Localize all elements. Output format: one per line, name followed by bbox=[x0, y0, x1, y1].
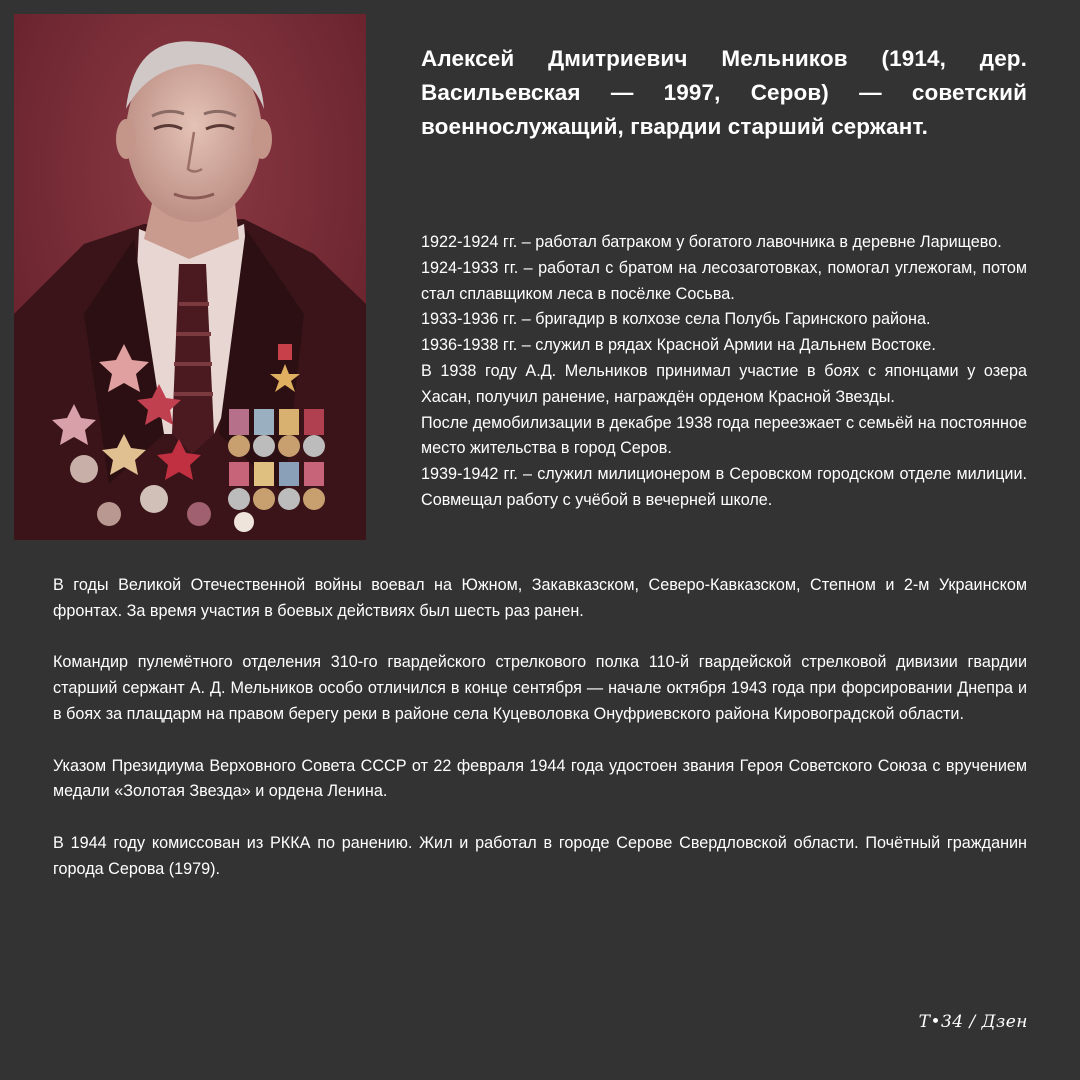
paragraph-after-war: В 1944 году комиссован из РККА по ранению. Жил и работал в городе Серове Свердловской области. Почётный гражданин города Серова (1979). bbox=[53, 833, 1027, 878]
paragraph-hero-award: Указом Президиума Верховного Совета СССР от 22 февраля 1944 года удостоен звания Героя Советского Союза с вручением медали «Золотая Звезда» и ордена Ленина. bbox=[53, 756, 1027, 801]
paragraph-war-fronts: В годы Великой Отечественной войны воевал на Южном, Закавказском, Северо-Кавказском, Степном и 2-м Украинском фронтах. За время участия в боевых действиях был шесть раз ранен. bbox=[53, 576, 1027, 620]
bio-entry: 1936-1938 гг. – служил в рядах Красной Армии на Дальнем Востоке. bbox=[421, 336, 936, 355]
left-ear bbox=[116, 119, 136, 159]
bio-timeline bbox=[421, 230, 1027, 514]
bio-entry: 1933-1936 гг. – бригадир в колхозе села Полубь Гаринского района. bbox=[421, 310, 931, 329]
bio-entry: 1939-1942 гг. – служил милиционером в Серовском городском отделе милиции. Совмещал работу с учёбой в вечерней школе. bbox=[421, 465, 1027, 509]
page-title: Алексей Дмитриевич Мельников (1914, дер. Васильевская — 1997, Серов) — советский военнослужащий, гвардии старший сержант. bbox=[421, 46, 1027, 139]
paragraph-dnieper: Командир пулемётного отделения 310-го гвардейского стрелкового полка 110-й гвардейской стрелковой дивизии гвардии старший сержант А. Д. Мельников особо отличился в конце сентября — начале октября 1943 года при форсировании Днепра и в боях за плацдарм на правом берегу реки в районе села Куцеволовка Онуфриевского района Кировоградской области. bbox=[53, 653, 1027, 723]
bio-entry: 1924-1933 гг. – работал с братом на лесозаготовках, помогал углежогам, потом стал сплавщиком леса в посёлке Сосьва. bbox=[421, 258, 1027, 303]
main-text bbox=[53, 573, 1027, 908]
source-watermark: Т•34 / Дзен bbox=[918, 1012, 1028, 1032]
bio-entry: 1922-1924 гг. – работал батраком у богатого лавочника в деревне Ларищево. bbox=[421, 233, 1002, 251]
bio-entry: После демобилизации в декабре 1938 года переезжает с семьёй на постоянное место жительства в город Серов. bbox=[421, 413, 1027, 458]
right-ear bbox=[252, 119, 272, 159]
bio-entry: В 1938 году А.Д. Мельников принимал участие в боях с японцами у озера Хасан, получил ранение, награждён орденом Красной Звезды. bbox=[421, 361, 1027, 406]
portrait-illustration bbox=[14, 14, 366, 540]
portrait-photo bbox=[14, 14, 366, 540]
hero-ribbon bbox=[278, 344, 292, 360]
